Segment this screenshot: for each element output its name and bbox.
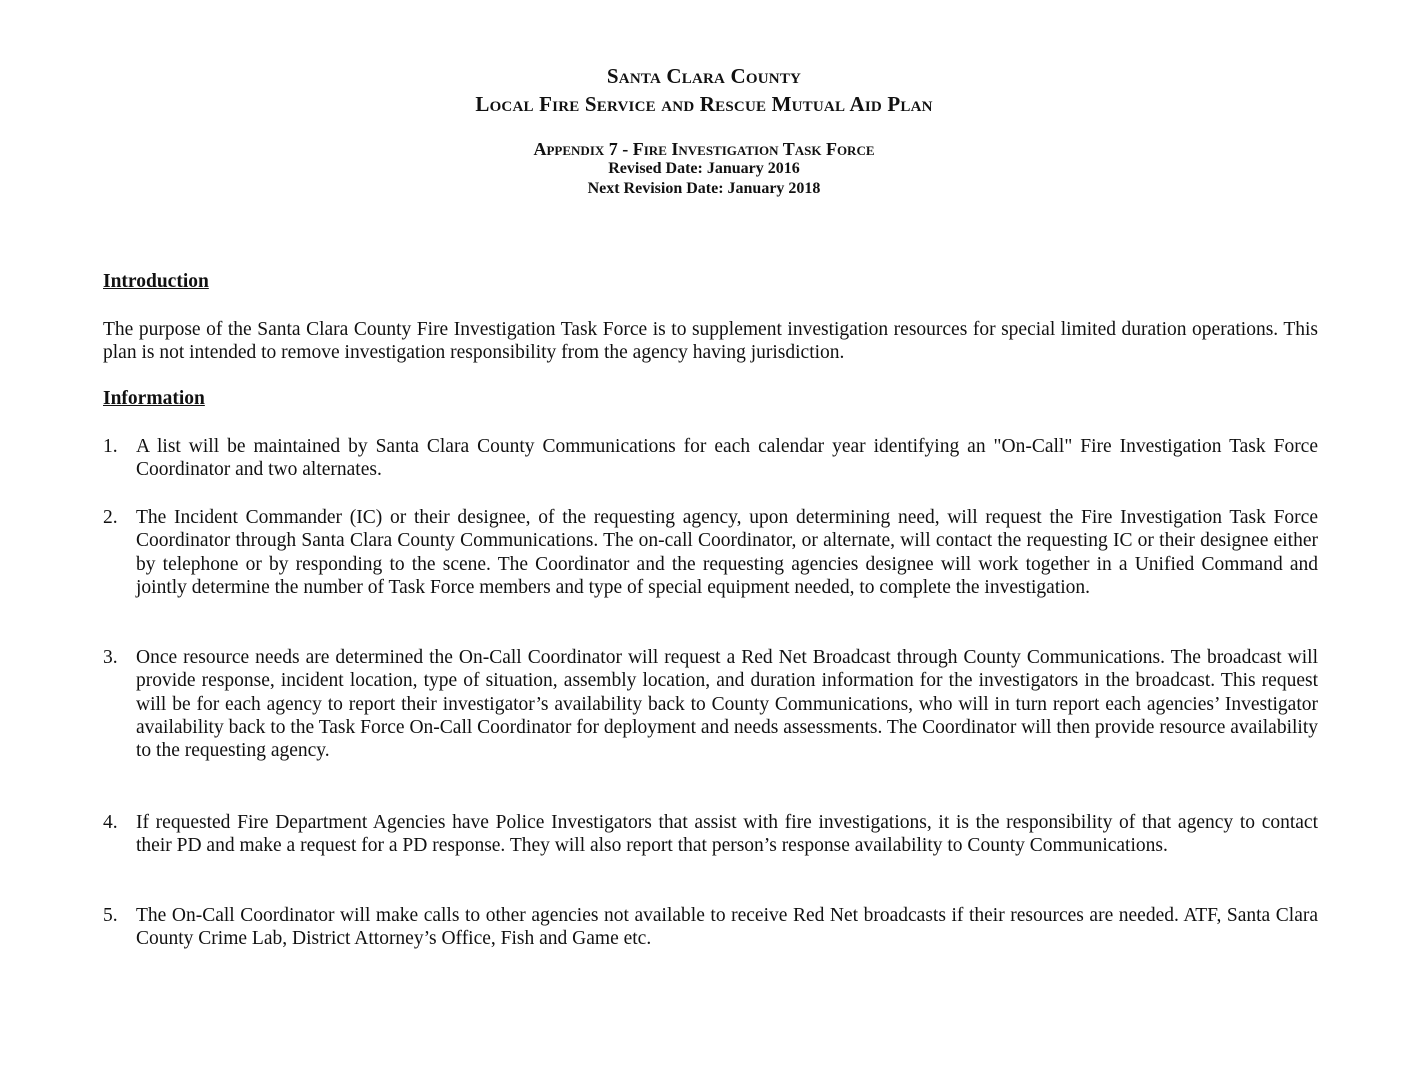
list-item-number: 3. xyxy=(103,647,118,668)
information-heading: Information xyxy=(103,388,205,409)
introduction-paragraph: The purpose of the Santa Clara County Fire Investigation Task Force is to supplement investigation resources for special limited duration operations. This plan is not intended to remove investigation responsibility from the agency having jurisdiction. xyxy=(103,319,1318,364)
list-item-text: The Incident Commander (IC) or their designee, of the requesting agency, upon determining need, will request the Fire Investigation Task Force Coordinator through Santa Clara County Communications. The on-call Coordinator, or alternate, will contact the requesting IC or their designee either by telephone or by responding to the scene. The Coordinator and the requesting agencies designee will work together in a Unified Command and jointly determine the number of Task Force members and type of special equipment needed, to complete the investigation. xyxy=(136,507,1318,598)
list-item-number: 1. xyxy=(103,436,118,457)
document-title-plan: Local Fire Service and Rescue Mutual Aid Plan xyxy=(475,92,933,116)
list-item xyxy=(103,904,1318,951)
list-item xyxy=(103,506,1318,599)
list-item-text: If requested Fire Department Agencies have Police Investigators that assist with fire investigations, it is the responsibility of that agency to contact their PD and make a request for a PD response. They will also report that person’s response availability to County Communications. xyxy=(136,812,1318,857)
list-item-number: 5. xyxy=(103,905,118,926)
list-item-text: A list will be maintained by Santa Clara County Communications for each calendar year identifying an "On-Call" Fire Investigation Task Force Coordinator and two alternates. xyxy=(136,436,1318,481)
document-title-county: Santa Clara County xyxy=(606,64,802,88)
list-item-number: 2. xyxy=(103,507,118,528)
list-item-number: 4. xyxy=(103,812,118,833)
appendix-title: Appendix 7 - Fire Investigation Task Force xyxy=(533,139,875,159)
list-item-text: Once resource needs are determined the On-Call Coordinator will request a Red Net Broadcast through County Communications. The broadcast will provide response, incident location, type of situation, assembly location, and duration information for the investigators in the broadcast. This request will be for each agency to report their investigator’s availability back to County Communications, who will in turn report each agencies’ Investigator availability back to the Task Force On-Call Coordinator for deployment and needs assessments. The Coordinator will then provide resource availability to the requesting agency. xyxy=(136,647,1318,762)
list-item-text: The On-Call Coordinator will make calls to other agencies not available to receive Red Net broadcasts if their resources are needed. ATF, Santa Clara County Crime Lab, District Attorney’s Office, Fish and Game etc. xyxy=(136,905,1318,950)
list-item xyxy=(103,646,1318,762)
next-revision-date: Next Revision Date: January 2018 xyxy=(587,180,821,197)
revised-date: Revised Date: January 2016 xyxy=(608,160,800,177)
list-item xyxy=(103,811,1318,858)
introduction-heading: Introduction xyxy=(103,271,209,292)
list-item xyxy=(103,435,1318,482)
